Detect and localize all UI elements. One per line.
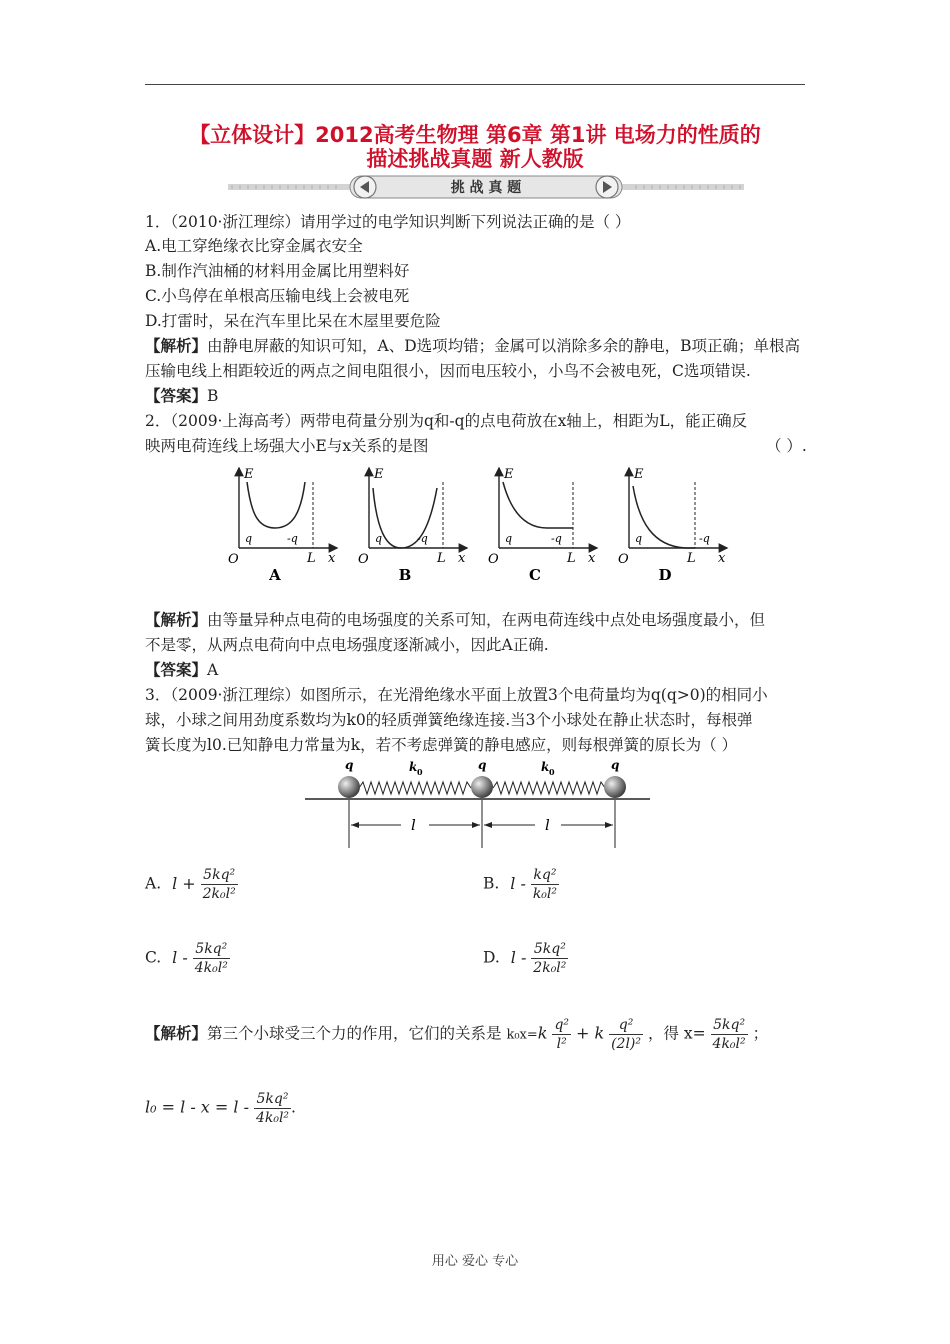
spring-left <box>359 782 471 794</box>
q1-answer <box>145 384 218 408</box>
q1-option-a: A.电工穿绝缘衣比穿金属衣安全 <box>145 237 363 255</box>
eq-k: k <box>537 1023 548 1043</box>
q2-analysis-line1 <box>145 608 765 632</box>
dist-l: L <box>307 551 316 566</box>
charge-label: q <box>611 760 620 772</box>
origin-label: O <box>358 552 369 567</box>
spring-constant-sub: 0 <box>417 767 423 777</box>
ball-2 <box>471 776 493 798</box>
graph-label-a: A <box>269 566 281 584</box>
option-prefix: l - <box>510 947 527 967</box>
graph-label-b: B <box>398 566 412 584</box>
spring-right <box>493 782 605 794</box>
section-banner <box>228 174 744 200</box>
analysis-tag: 【解析】 <box>145 336 208 355</box>
ball-3 <box>604 776 626 798</box>
q3-option-b <box>483 866 559 903</box>
dist-l: L <box>437 551 446 566</box>
final-fraction: $\frac{\text{5kq²}}{\text{4k₀l²}}$ <box>255 1091 290 1126</box>
q2-analysis-text: 由等量异种点电荷的电场强度的关系可知，在两电荷连线中点处电场强度最小，但 <box>207 611 766 629</box>
q1-option-c: C.小鸟停在单根高压输电线上会被电死 <box>145 287 410 305</box>
spring-constant-sub: 0 <box>549 767 555 777</box>
eq-lhs: k₀x= <box>506 1027 538 1043</box>
q3-analysis-text: 第三个小球受三个力的作用，它们的关系是 <box>207 1024 502 1043</box>
analysis-tag: 【解析】 <box>145 610 208 629</box>
option-label: D. <box>483 948 500 967</box>
option-prefix: l - <box>510 873 526 893</box>
eq-plus: + k <box>575 1023 605 1043</box>
q3-springs-figure <box>305 760 650 852</box>
charge-neg-q: -q <box>699 532 710 545</box>
option-fraction: $\frac{\text{kq²}}{\text{k₀l²}}$ <box>532 867 557 902</box>
q3-option-a <box>145 866 238 903</box>
option-fraction: $\frac{\text{5kq²}}{\text{2k₀l²}}$ <box>202 867 236 902</box>
charge-label: q <box>345 760 354 772</box>
charge-neg-q: -q <box>287 532 298 545</box>
charge-q: q <box>245 532 253 545</box>
q1-option-b: B.制作汽油桶的材料用金属比用塑料好 <box>145 262 410 280</box>
length-label: l <box>411 816 416 834</box>
q3-final-result <box>145 1090 296 1127</box>
origin-label: O <box>618 552 629 567</box>
eq-then: ，得 x= <box>647 1024 706 1043</box>
axis-e: E <box>374 467 384 482</box>
q2-answer-paren: （ ）. <box>766 437 807 455</box>
spring-constant-label: k <box>541 760 550 774</box>
document-title-line2: 描述挑战真题 新人教版 <box>366 147 584 171</box>
q3-option-c <box>145 940 230 977</box>
answer-tag: 【答案】 <box>145 660 208 679</box>
graph-label-d: D <box>658 566 672 584</box>
ball-1 <box>338 776 360 798</box>
option-prefix: l + <box>172 873 196 893</box>
graph-label-c: C <box>529 566 541 584</box>
q3-analysis-line <box>145 1016 768 1053</box>
axis-e: E <box>244 467 254 482</box>
dist-l: L <box>687 551 696 566</box>
graph-c <box>488 467 597 584</box>
q1-analysis-line1 <box>145 334 800 358</box>
graph-b <box>358 467 467 584</box>
length-label: l <box>545 816 550 834</box>
axis-e: E <box>504 467 514 482</box>
axis-x: x <box>718 551 726 566</box>
option-label: B. <box>483 874 500 893</box>
origin-label: O <box>488 552 499 567</box>
q1-stem: 1．（2010·浙江理综）请用学过的电学知识判断下列说法正确的是（ ） <box>145 213 631 231</box>
document-title-line1: 【立体设计】2012高考生物理 第6章 第1讲 电场力的性质的 <box>189 123 761 147</box>
q1-answer-value: B <box>207 387 219 405</box>
charge-neg-q: -q <box>417 532 428 545</box>
eq-semicolon: ； <box>752 1024 769 1043</box>
q1-option-d: D.打雷时，呆在汽车里比呆在木屋里要危险 <box>145 312 441 330</box>
q2-stem-line1: 2．（2009·上海高考）两带电荷量分别为q和-q的点电荷放在x轴上，相距为L，能正确反 <box>145 412 748 430</box>
charge-q: q <box>505 532 513 545</box>
q3-stem-line3: 簧长度为l0.已知静电力常量为k，若不考虑弹簧的静电感应，则每根弹簧的原长为（ ） <box>145 736 738 754</box>
banner-label: 挑 战 真 题 <box>450 180 522 196</box>
charge-q: q <box>375 532 383 545</box>
q2-stem-line2: 映两电荷连线上场强大小E与x关系的是图 <box>145 437 429 455</box>
q2-answer <box>145 658 218 682</box>
option-fraction: $\frac{\text{5kq²}}{\text{2k₀l²}}$ <box>533 941 567 976</box>
final-lhs: l₀ = l - x = l - <box>145 1097 250 1117</box>
header-rule <box>145 84 805 85</box>
charge-q: q <box>635 532 643 545</box>
origin-label: O <box>228 552 239 567</box>
axis-x: x <box>458 551 466 566</box>
q3-stem-line1: 3．（2009·浙江理综）如图所示，在光滑绝缘水平面上放置3个电荷量均为q(q>0)的相同小 <box>145 686 768 704</box>
charge-neg-q: -q <box>551 532 562 545</box>
q1-analysis-text: 由静电屏蔽的知识可知，A、D选项均错；金属可以消除多余的静电，B项正确；单根高 <box>207 337 801 355</box>
axis-x: x <box>588 551 596 566</box>
graph-d <box>618 467 727 584</box>
spring-constant-label: k <box>409 760 418 774</box>
answer-tag: 【答案】 <box>145 386 208 405</box>
axis-x: x <box>328 551 336 566</box>
q3-stem-line2: 球，小球之间用劲度系数均为k0的轻质弹簧绝缘连接.当3个小球处在静止状态时，每根弹 <box>145 711 753 729</box>
axis-e: E <box>634 467 644 482</box>
q2-answer-value: A <box>207 661 219 679</box>
q2-analysis-line2: 不是零，从两点电荷向中点电场强度逐渐减小，因此A正确. <box>145 636 549 654</box>
analysis-tag: 【解析】 <box>145 1023 208 1043</box>
option-fraction: $\frac{\text{5kq²}}{\text{4k₀l²}}$ <box>194 941 228 976</box>
dist-l: L <box>567 551 576 566</box>
q2-graphs-figure <box>225 462 745 590</box>
charge-label: q <box>478 760 487 772</box>
final-end: . <box>291 1098 296 1117</box>
q1-analysis-line2: 压输电线上相距较近的两点之间电阻很小，因而电压较小，小鸟不会被电死，C选项错误. <box>145 362 751 380</box>
eq-fraction-x: $\frac{\text{5kq²}}{\text{4k₀l²}}$ <box>712 1017 746 1052</box>
graph-a <box>228 467 337 584</box>
option-label: C. <box>145 948 162 967</box>
option-prefix: l - <box>172 947 188 967</box>
eq-fraction-2: $\frac{\text{q²}}{\text{(2l)²}}$ <box>611 1017 641 1052</box>
page-footer: 用心 爱心 专心 <box>431 1254 519 1269</box>
q3-option-d <box>483 940 568 977</box>
option-label: A. <box>145 874 162 893</box>
eq-fraction-1: $\frac{\text{q²}}{\text{l²}}$ <box>554 1017 570 1052</box>
